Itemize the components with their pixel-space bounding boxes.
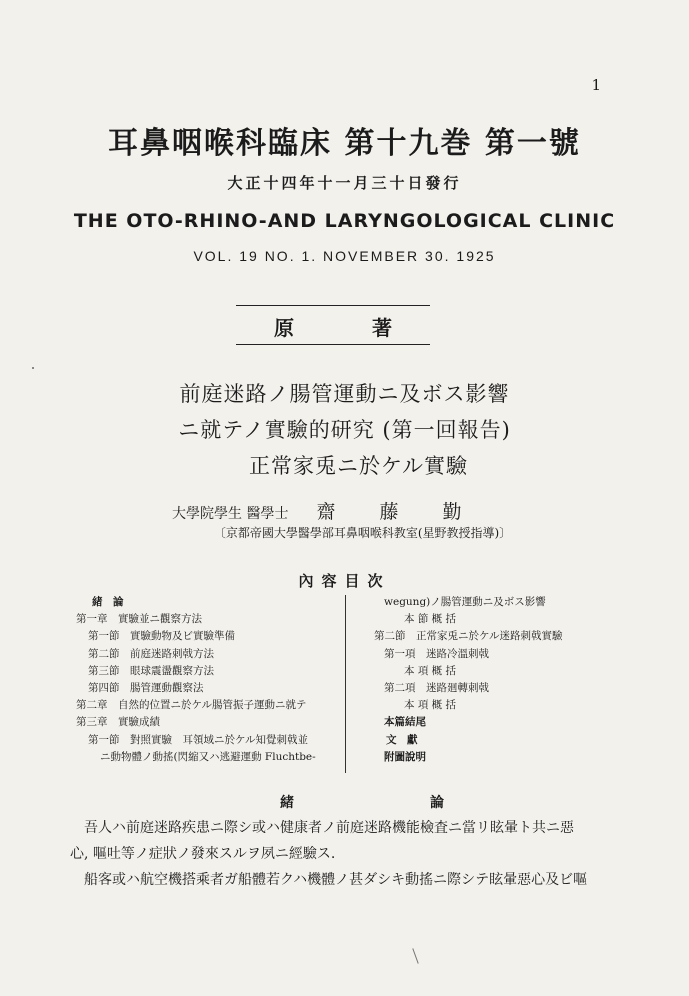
article-title-line-1: 前庭迷路ノ腸管運動ニ及ボス影響 bbox=[179, 382, 510, 406]
intro-heading-right: 論 bbox=[430, 795, 444, 811]
toc-entry: 文 獻 bbox=[386, 733, 418, 746]
section-heading-left: 原 bbox=[274, 316, 294, 340]
volume-line: VOL. 19 NO. 1. NOVEMBER 30. 1925 bbox=[193, 248, 496, 264]
author-role: 大學院學生 醫學士 bbox=[172, 506, 289, 522]
toc-entry: 緒 論 bbox=[92, 596, 124, 608]
toc-entry: 第二節 正常家兎ニ於ケル迷路刺戟實驗 bbox=[374, 630, 563, 643]
toc-entry: 第三節 眼球震盪觀察方法 bbox=[88, 664, 214, 677]
author-name: 齋藤勤 bbox=[316, 501, 506, 523]
article-title-line-3: 正常家兎ニ於ケル實驗 bbox=[249, 454, 468, 478]
toc-column-divider bbox=[345, 595, 346, 773]
intro-heading-left: 緒 bbox=[280, 795, 294, 811]
english-journal-title: THE OTO-RHINO-AND LARYNGOLOGICAL CLINIC bbox=[73, 210, 616, 232]
toc-entry: 第二章 自然的位置ニ於ケル腸管振子運動ニ就テ bbox=[76, 699, 307, 712]
section-rule-bottom bbox=[236, 344, 430, 345]
body-line: 吾人ハ前庭迷路疾患ニ際シ或ハ健康者ノ前庭迷路機能檢査ニ當リ眩暈ト共ニ惡 bbox=[84, 820, 574, 836]
toc-entry: 第三章 實驗成績 bbox=[76, 716, 160, 729]
toc-entry: 本 節 概 括 bbox=[404, 613, 457, 626]
toc-entry: 附圖說明 bbox=[384, 750, 426, 763]
author-affiliation: 〔京都帝國大學醫學部耳鼻咽喉科教室(星野教授指導)〕 bbox=[213, 526, 512, 540]
toc-left-column bbox=[76, 594, 340, 766]
toc-right-column bbox=[354, 594, 614, 766]
toc-entry: 第二項 迷路廻轉刺戟 bbox=[384, 682, 489, 695]
issue-date: 大正十四年十一月三十日發行 bbox=[227, 174, 462, 192]
intro-body bbox=[70, 815, 614, 893]
section-heading bbox=[236, 312, 430, 341]
toc-entry: 第一節 對照實驗 耳領域ニ於ケル知覺刺戟並 bbox=[88, 733, 308, 746]
toc-heading: 內容目次 bbox=[298, 572, 391, 590]
toc-entry: ニ動物體ノ動搖(閃縮又ハ逃避運動 Fluchtbe- bbox=[100, 750, 316, 763]
toc-entry: 本 項 概 括 bbox=[404, 664, 457, 677]
scan-dot bbox=[32, 367, 34, 369]
toc-entry: 第一節 實驗動物及ビ實驗準備 bbox=[88, 630, 235, 643]
toc-entry: 第四節 腸管運動觀察法 bbox=[88, 682, 204, 695]
intro-heading bbox=[280, 792, 444, 812]
journal-title: 耳鼻咽喉科臨床 第十九巻 第一號 bbox=[108, 126, 581, 161]
toc-entry: 第一項 迷路冷溫刺戟 bbox=[384, 647, 489, 660]
scan-mark bbox=[412, 948, 418, 963]
body-line: 心, 嘔吐等ノ症狀ノ發來スルヲ夙ニ經驗ス. bbox=[70, 846, 336, 862]
body-line: 船客或ハ航空機搭乘者ガ船體若クハ機體ノ甚ダシキ動搖ニ際シテ眩暈惡心及ビ嘔 bbox=[84, 872, 588, 888]
page-number: 1 bbox=[591, 76, 601, 94]
toc-entry: 本篇結尾 bbox=[384, 716, 426, 729]
section-rule-top bbox=[236, 305, 430, 306]
toc-entry: wegung)ノ腸管運動ニ及ボス影響 bbox=[384, 596, 546, 608]
toc-entry: 第一章 實驗並ニ觀察方法 bbox=[76, 613, 202, 626]
section-heading-right: 著 bbox=[372, 316, 392, 340]
author-line bbox=[172, 497, 505, 524]
toc-entry: 本 項 概 括 bbox=[404, 699, 457, 712]
toc-entry: 第二節 前庭迷路刺戟方法 bbox=[88, 647, 214, 660]
article-title-line-2: ニ就テノ實驗的研究 (第一回報告) bbox=[178, 418, 511, 442]
